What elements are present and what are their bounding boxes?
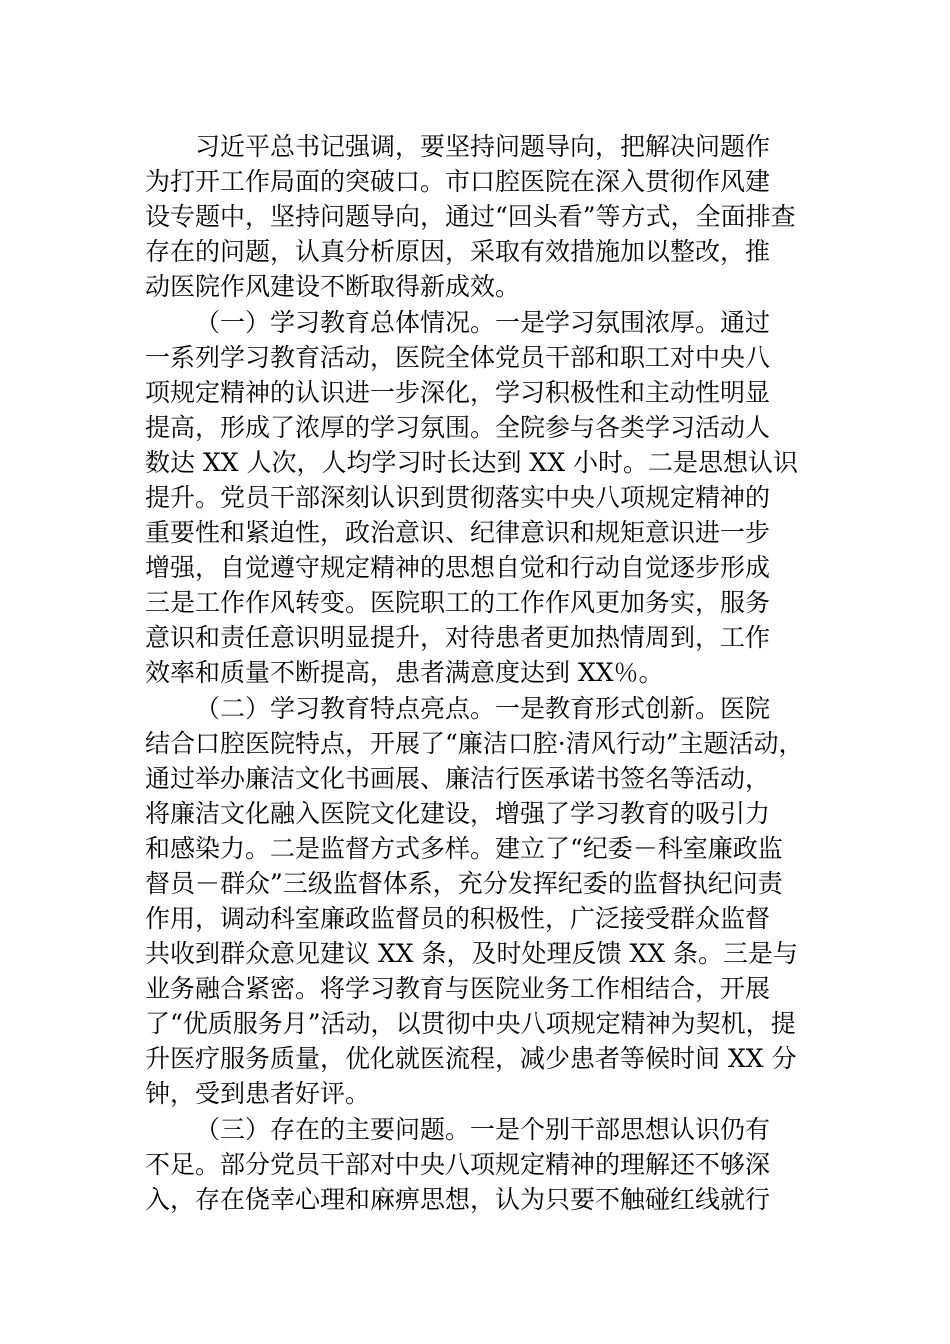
- paragraph-2-line-1: （一）学习教育总体情况。一是学习氛围浓厚。通过: [195, 308, 771, 337]
- paragraph-4-line-3: 入，存在侥幸心理和麻痹思想，认为只要不触碰红线就行: [145, 1185, 771, 1214]
- paragraph-3-line-6: 督员－群众”三级监督体系，充分发挥纪委的监督执纪问责: [145, 869, 783, 898]
- paragraph-3-line-3: 通过举办廉洁文化书画展、廉洁行医承诺书签名等活动，: [145, 764, 771, 793]
- paragraph-1-line-2: 为打开工作局面的突破口。市口腔医院在深入贯彻作风建: [145, 167, 771, 196]
- paragraph-3-line-7: 作用，调动科室廉政监督员的积极性，广泛接受群众监督: [145, 904, 771, 933]
- paragraph-1-line-4: 存在的问题，认真分析原因，采取有效措施加以整改，推: [145, 237, 771, 266]
- paragraph-3-line-4: 将廉洁文化融入医院文化建设，增强了学习教育的吸引力: [145, 799, 771, 828]
- paragraph-2-line-10: 意识和责任意识明显提升，对待患者更加热情周到，工作: [145, 623, 771, 652]
- paragraph-1-line-3: 设专题中，坚持问题导向，通过“回头看”等方式，全面排查: [145, 202, 796, 231]
- paragraph-3-line-2: 结合口腔医院特点，开展了“廉洁口腔·清风行动”主题活动，: [145, 729, 804, 758]
- paragraph-2-line-7: 重要性和紧迫性，政治意识、纪律意识和规矩意识进一步: [145, 518, 771, 547]
- paragraph-2-line-6: 提升。党员干部深刻认识到贯彻落实中央八项规定精神的: [145, 483, 771, 512]
- paragraph-2-line-5: 数达 XX 人次，人均学习时长达到 XX 小时。二是思想认识: [145, 448, 798, 477]
- paragraph-3-line-1: （二）学习教育特点亮点。一是教育形式创新。医院: [195, 694, 771, 723]
- paragraph-4-line-2: 不足。部分党员干部对中央八项规定精神的理解还不够深: [145, 1150, 771, 1179]
- paragraph-1-line-5: 动医院作风建设不断取得新成效。: [145, 272, 521, 301]
- paragraph-3-line-12: 钟，受到患者好评。: [145, 1079, 371, 1108]
- paragraph-3-line-10: 了“优质服务月”活动，以贯彻中央八项规定精神为契机，提: [145, 1009, 796, 1038]
- paragraph-2-line-4: 提高，形成了浓厚的学习氛围。全院参与各类学习活动人: [145, 413, 771, 442]
- paragraph-3-line-9: 业务融合紧密。将学习教育与医院业务工作相结合，开展: [145, 974, 771, 1003]
- paragraph-4-line-1: （三）存在的主要问题。一是个别干部思想认识仍有: [195, 1115, 771, 1144]
- paragraph-3-line-11: 升医疗服务质量，优化就医流程，减少患者等候时间 XX 分: [145, 1044, 797, 1073]
- paragraph-2-line-8: 增强，自觉遵守规定精神的思想自觉和行动自觉逐步形成: [145, 553, 771, 582]
- paragraph-2-line-3: 项规定精神的认识进一步深化，学习积极性和主动性明显: [145, 378, 771, 407]
- paragraph-2-line-9: 三是工作作风转变。医院职工的工作作风更加务实，服务: [145, 588, 771, 617]
- paragraph-2-line-11: 效率和质量不断提高，患者满意度达到 XX％。: [145, 658, 664, 687]
- paragraph-3-line-8: 共收到群众意见建议 XX 条，及时处理反馈 XX 条。三是与: [145, 939, 798, 968]
- paragraph-3-line-5: 和感染力。二是监督方式多样。建立了“纪委－科室廉政监: [145, 834, 783, 863]
- paragraph-2-line-2: 一系列学习教育活动，医院全体党员干部和职工对中央八: [145, 343, 771, 372]
- paragraph-1-line-1: 习近平总书记强调，要坚持问题导向，把解决问题作: [195, 132, 771, 161]
